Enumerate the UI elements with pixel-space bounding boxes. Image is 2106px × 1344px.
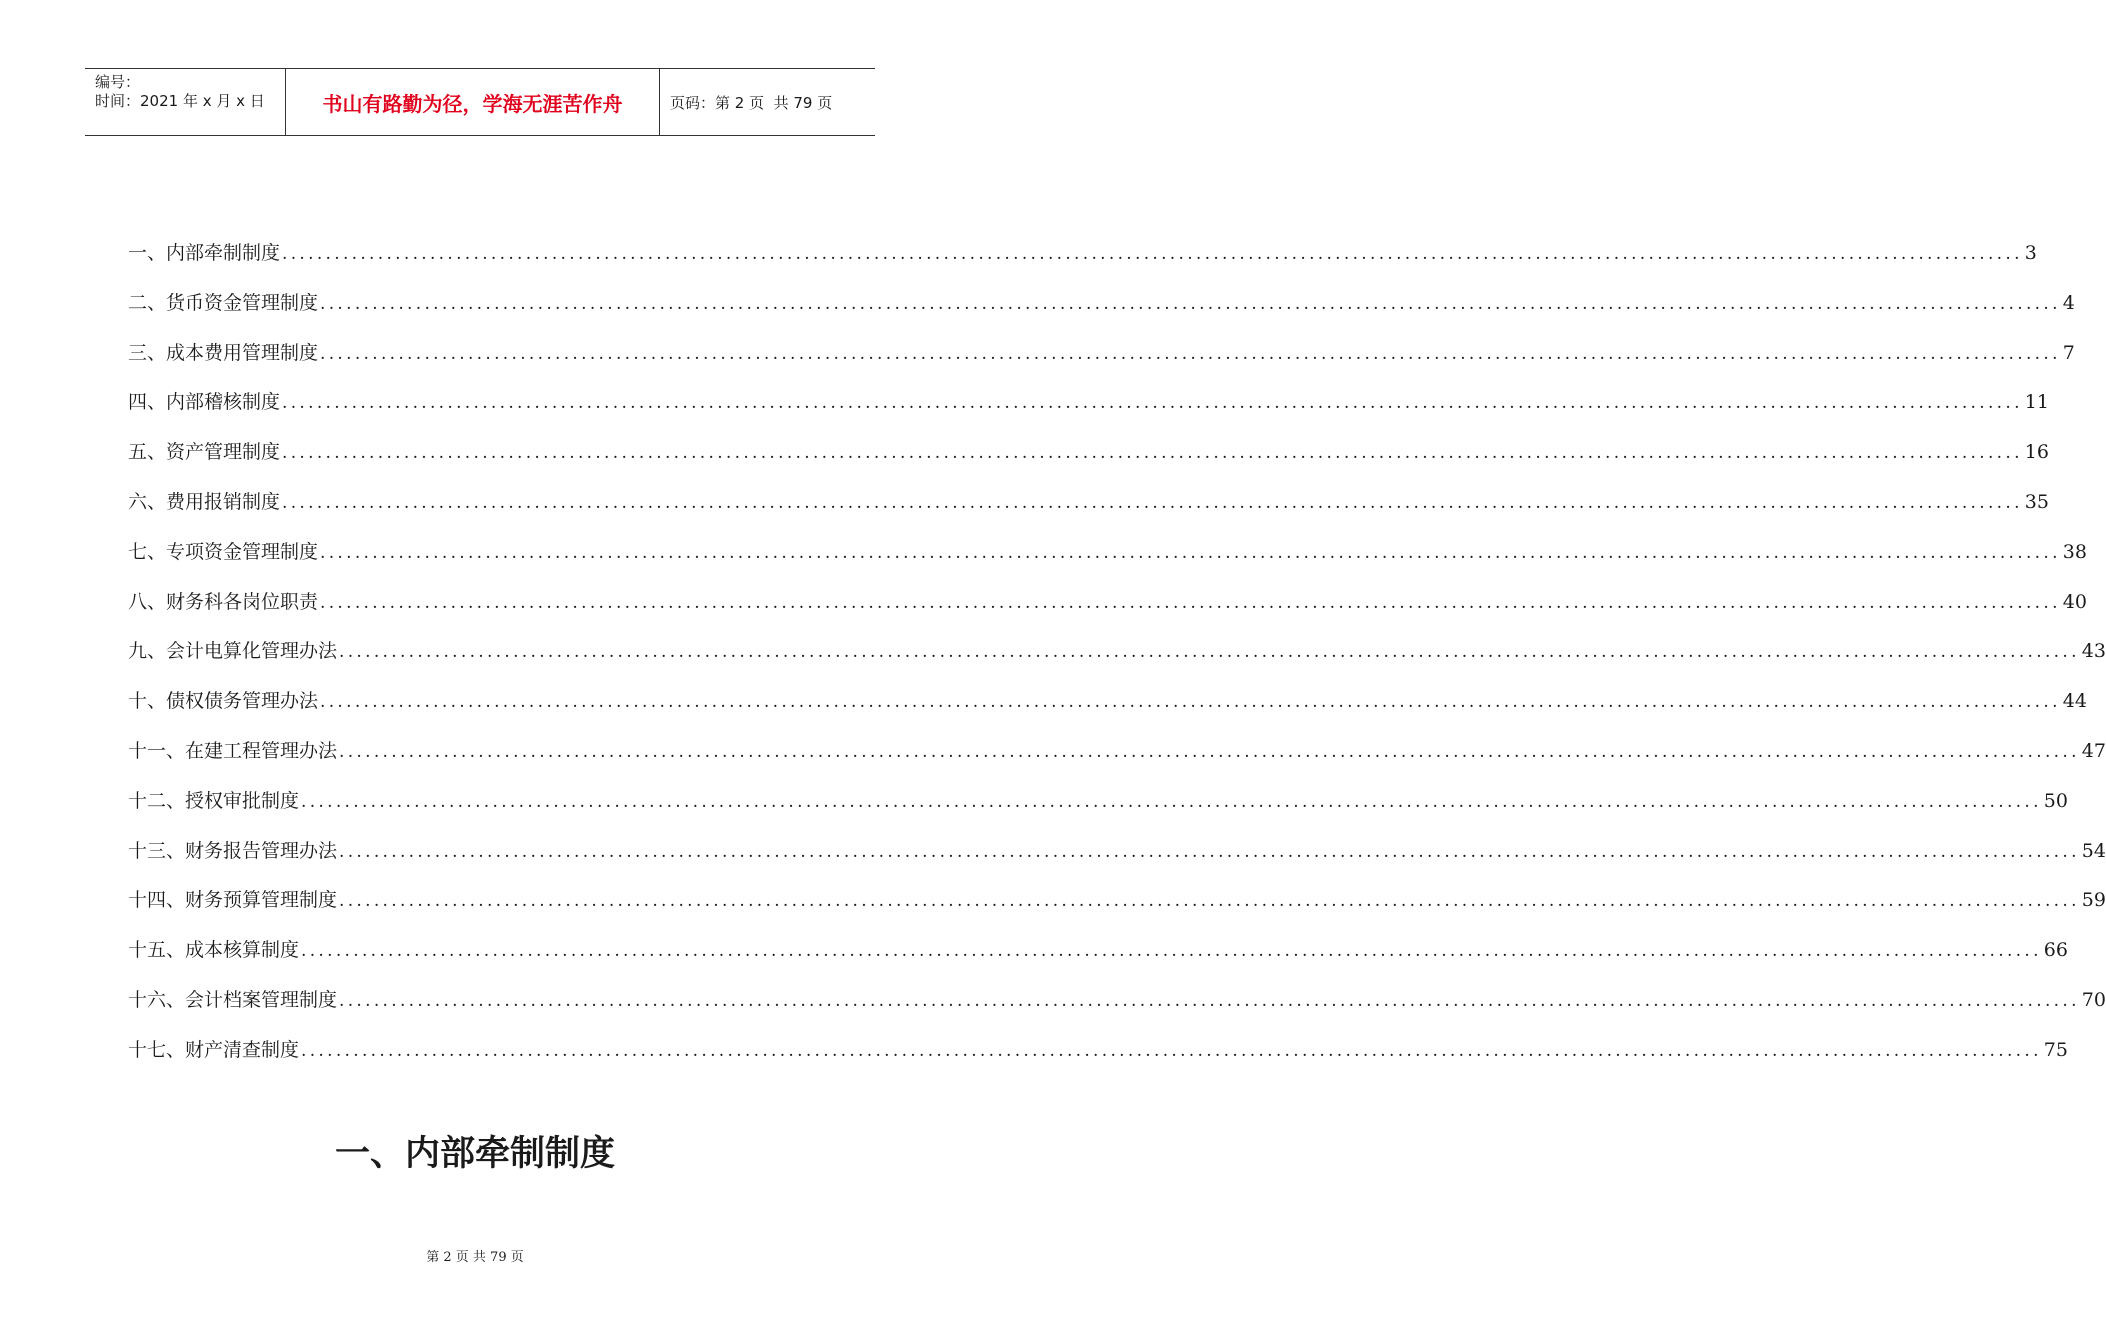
toc-entry-title: 六、费用报销制度 [128, 490, 281, 513]
toc-entry-page: 70 [2081, 988, 2106, 1011]
toc-entry-page: 7 [2062, 341, 2075, 364]
toc-entry-title: 十、债权债务管理办法 [128, 690, 319, 713]
toc-entry-title: 五、资产管理制度 [128, 441, 281, 464]
toc-leader-dots: ........................................................................................................................................................................................................ [339, 642, 2080, 663]
toc-entry-title: 八、财务科各岗位职责 [128, 590, 319, 613]
toc-entry[interactable] [128, 288, 2075, 338]
toc-entry[interactable] [128, 636, 2106, 686]
toc-entry-title: 十一、在建工程管理办法 [128, 739, 338, 762]
page-footer: 第 2 页 共 79 页 [426, 1250, 524, 1265]
header-page-info [660, 69, 875, 135]
toc-entry-page: 11 [2024, 391, 2049, 414]
header-motto: 书山有路勤为径，学海无涯苦作舟 [322, 91, 623, 116]
toc-entry[interactable] [128, 238, 2037, 288]
toc-entry-page: 47 [2081, 739, 2106, 762]
toc-leader-dots: ........................................................................................................................................................................................................ [282, 244, 2023, 264]
toc-entry[interactable] [128, 487, 2049, 537]
toc-entry-page: 35 [2024, 490, 2049, 513]
toc-entry[interactable] [128, 786, 2068, 836]
toc-entry-page: 40 [2062, 590, 2087, 613]
toc-entry[interactable] [128, 437, 2049, 487]
toc-entry-title: 十七、财产清查制度 [128, 1038, 300, 1061]
toc-leader-dots: ........................................................................................................................................................................................................ [301, 791, 2042, 812]
toc-entry-title: 十五、成本核算制度 [128, 939, 300, 962]
time-label: 时间：2021 年 x 月 x 日 [95, 92, 265, 110]
header-info [85, 69, 285, 135]
toc-entry[interactable] [128, 1035, 2068, 1085]
toc-entry-title: 三、成本费用管理制度 [128, 341, 319, 364]
toc-leader-dots: ........................................................................................................................................................................................................ [282, 492, 2023, 513]
toc-entry-page: 66 [2043, 939, 2068, 962]
toc-leader-dots: ........................................................................................................................................................................................................ [339, 990, 2080, 1011]
toc-entry-page: 16 [2024, 441, 2049, 464]
toc-leader-dots: ........................................................................................................................................................................................................ [339, 741, 2080, 762]
toc-entry-page: 50 [2043, 789, 2068, 812]
toc-entry[interactable] [128, 736, 2106, 786]
toc-entry-title: 二、货币资金管理制度 [128, 291, 319, 314]
toc-entry-title: 九、会计电算化管理办法 [128, 640, 338, 663]
toc-entry[interactable] [128, 537, 2087, 587]
toc-entry-title: 一、内部牵制制度 [128, 242, 281, 264]
toc-entry[interactable] [128, 885, 2106, 935]
toc-entry[interactable] [128, 935, 2068, 985]
table-of-contents [128, 238, 2106, 1085]
toc-leader-dots: ........................................................................................................................................................................................................ [339, 841, 2080, 862]
toc-entry-page: 75 [2043, 1038, 2068, 1061]
toc-entry-title: 七、专项资金管理制度 [128, 540, 319, 563]
page-label: 页码：第 2 页 共 79 页 [670, 93, 833, 112]
toc-entry[interactable] [128, 587, 2087, 637]
toc-entry-title: 十三、财务报告管理办法 [128, 839, 338, 862]
toc-entry[interactable] [128, 387, 2049, 437]
toc-entry-page: 54 [2081, 839, 2106, 862]
toc-entry-title: 四、内部稽核制度 [128, 391, 281, 414]
section-heading: 一、内部牵制制度 [334, 1134, 615, 1174]
toc-leader-dots: ........................................................................................................................................................................................................ [320, 692, 2061, 713]
toc-entry-page: 44 [2062, 690, 2087, 713]
toc-leader-dots: ........................................................................................................................................................................................................ [301, 1040, 2042, 1061]
toc-entry-title: 十四、财务预算管理制度 [128, 889, 338, 912]
toc-entry-page: 38 [2062, 540, 2087, 563]
toc-leader-dots: ........................................................................................................................................................................................................ [320, 592, 2061, 613]
toc-entry-page: 59 [2081, 889, 2106, 912]
toc-entry[interactable] [128, 338, 2075, 388]
toc-entry-page: 3 [2024, 242, 2037, 264]
toc-entry[interactable] [128, 985, 2106, 1035]
number-label: 编号： [95, 73, 141, 91]
toc-entry-page: 43 [2081, 640, 2106, 663]
toc-entry-page: 4 [2062, 291, 2075, 314]
toc-leader-dots: ........................................................................................................................................................................................................ [320, 343, 2061, 364]
toc-entry[interactable] [128, 836, 2106, 886]
toc-leader-dots: ........................................................................................................................................................................................................ [282, 393, 2023, 414]
toc-entry[interactable] [128, 686, 2087, 736]
toc-leader-dots: ........................................................................................................................................................................................................ [339, 891, 2080, 912]
toc-leader-dots: ........................................................................................................................................................................................................ [320, 293, 2061, 314]
toc-entry-title: 十六、会计档案管理制度 [128, 988, 338, 1011]
toc-entry-title: 十二、授权审批制度 [128, 789, 300, 812]
toc-leader-dots: ........................................................................................................................................................................................................ [282, 443, 2023, 464]
toc-leader-dots: ........................................................................................................................................................................................................ [320, 542, 2061, 563]
document-header [85, 68, 875, 136]
toc-leader-dots: ........................................................................................................................................................................................................ [301, 941, 2042, 962]
